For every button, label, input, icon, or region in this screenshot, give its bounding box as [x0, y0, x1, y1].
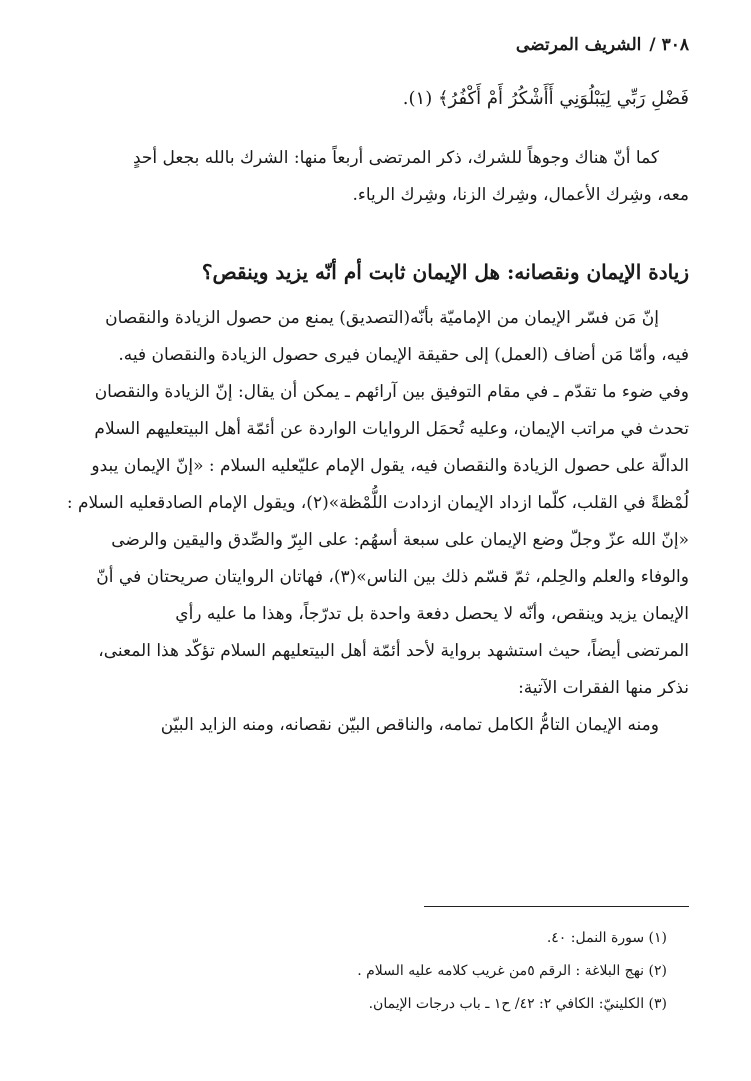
- running-title: الشريف المرتضى: [515, 35, 642, 55]
- footnote: (٢) نهج البلاغة : الرقم ٥من غريب كلامه عليه السلام .: [357, 963, 667, 979]
- footnote: (١) سورة النمل: ٤٠.: [546, 930, 667, 946]
- paragraph-line: تحدث في مراتب الإيمان، وعليه تُحمَل الروايات الواردة عن أئمّة أهل البيتعليهم السلام: [94, 419, 689, 439]
- quran-verse: [62, 80, 689, 117]
- footnote-divider: [424, 906, 689, 907]
- running-header: [62, 30, 689, 60]
- page-number: ٣٠٨: [661, 35, 689, 55]
- paragraph-line: نذكر منها الفقرات الآتية:: [518, 678, 689, 698]
- footnotes: [62, 922, 667, 1021]
- paragraph-line: الإيمان يزيد وينقص، وأنّه لا يحصل دفعة واحدة بل تدرّجاً، وهذا ما عليه رأي: [175, 604, 689, 624]
- paragraph-line: «إنّ الله عزّ وجلّ وضع الإيمان على سبعة أسهُم: على البِرّ والصِّدق واليقين والرضى: [111, 530, 689, 550]
- paragraph-line: كما أنّ هناك وجوهاً للشرك، ذكر المرتضى أربعاً منها: الشرك بالله بجعل أحدٍ: [133, 148, 659, 168]
- header-separator: /: [649, 35, 656, 55]
- paragraph-faith: [62, 300, 689, 744]
- paragraph-line: وفي ضوء ما تقدّم ـ في مقام التوفيق بين آرائهم ـ يمكن أن يقال: إنّ الزيادة والنقصان: [94, 382, 689, 402]
- paragraph-line: معه، وشِرك الأعمال، وشِرك الزنا، وشِرك الرياء.: [352, 185, 689, 205]
- footnote: (٣) الكلينيّ: الكافي ٢: ٤٢/ ح١ ـ باب درجات الإيمان.: [368, 996, 667, 1012]
- paragraph-line: الدالّة على حصول الزيادة والنقصان فيه، يقول الإمام عليّعليه السلام : «إنّ الإيمان يبدو: [91, 456, 689, 476]
- section-heading: زيادة الإيمان ونقصانه: هل الإيمان ثابت أم أنّه يزيد وينقص؟: [201, 260, 689, 284]
- paragraph-line: فيه، وأمّا مَن أضاف (العمل) إلى حقيقة الإيمان فيرى حصول الزيادة والنقصان فيه.: [118, 345, 689, 365]
- paragraph-line: والوفاء والعلم والحِلم، ثمّ قسّم ذلك بين الناس»(٣)، فهاتان الروايتان صريحتان في أنّ: [96, 567, 689, 587]
- paragraph-line: إنّ مَن فسّر الإيمان من الإماميّة بأنّه(التصديق) يمنع من حصول الزيادة والنقصان: [105, 308, 659, 328]
- verse-line: فَضْلِ رَبِّي لِيَبْلُوَنِي أَأَشْكُرُ أَمْ أَكْفُرُ﴾ (١).: [402, 88, 689, 109]
- paragraph-line: المرتضى أيضاً، حيث استشهد برواية لأحد أئمّة أهل البيتعليهم السلام تؤكّد هذا المعنى،: [98, 641, 689, 661]
- paragraph-shirk: [62, 140, 689, 214]
- paragraph-line: ومنه الإيمان التامُّ الكامل تمامه، والناقص البيّن نقصانه، ومنه الزايد البيّن: [160, 715, 659, 735]
- paragraph-line: لُمْظةً في القلب، كلّما ازداد الإيمان ازدادت اللُّمْظة»(٢)، ويقول الإمام الصادقعليه السلام :: [66, 493, 689, 513]
